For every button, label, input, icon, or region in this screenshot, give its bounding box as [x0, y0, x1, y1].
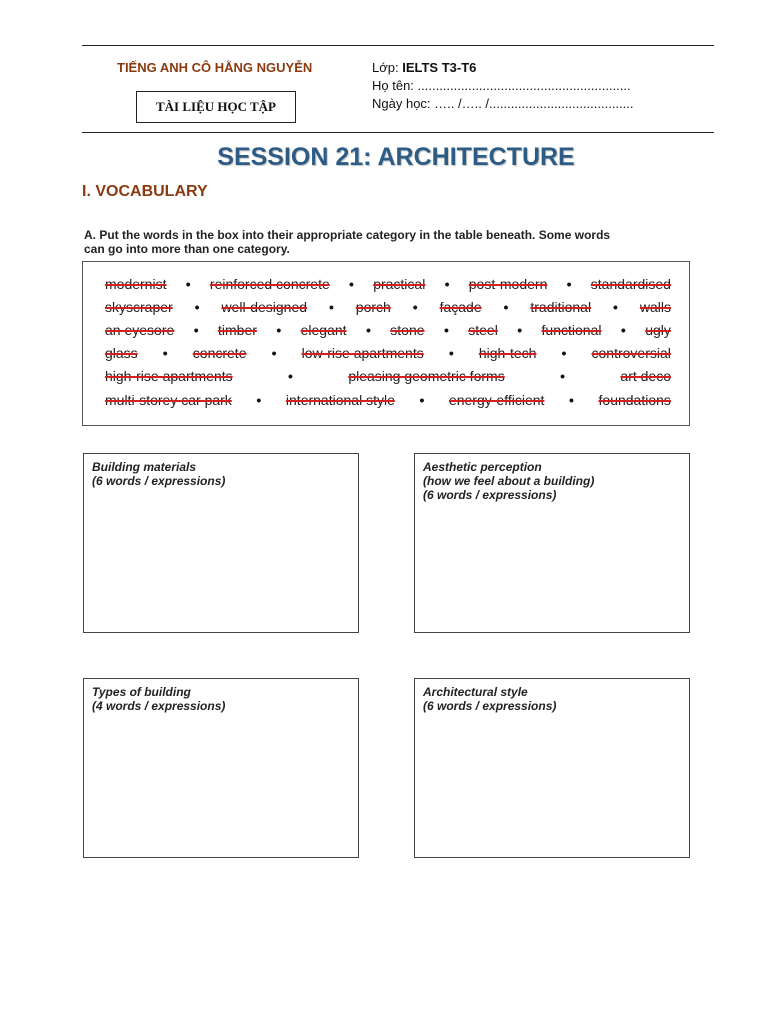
- word-separator: •: [560, 368, 566, 384]
- word-separator: •: [194, 299, 200, 315]
- vocab-word: ugly: [645, 322, 671, 338]
- vocab-word: timber: [218, 322, 257, 338]
- instruction: [84, 228, 699, 256]
- vocab-word: foundations: [598, 392, 671, 408]
- word-separator: •: [566, 276, 572, 292]
- category-box-types-of-building: [83, 678, 359, 858]
- word-separator: •: [365, 322, 371, 338]
- word-line: [105, 368, 671, 384]
- top-rule: [82, 45, 714, 46]
- word-line: [105, 392, 671, 408]
- vocab-word: walls: [639, 299, 671, 315]
- vocab-word: pleasing geometric forms: [348, 368, 505, 384]
- word-line: [105, 322, 671, 338]
- vocab-word: concrete: [192, 345, 247, 361]
- document-label: TÀI LIỆU HỌC TẬP: [155, 99, 277, 114]
- word-separator: •: [569, 392, 574, 408]
- word-box: [82, 261, 690, 426]
- vocab-word: an eyesore: [105, 322, 175, 338]
- section-heading: I. VOCABULARY: [82, 183, 208, 200]
- document-label-box: [136, 91, 296, 123]
- word-separator: •: [443, 322, 449, 338]
- category-subtitle: (4 words / expressions): [92, 699, 226, 713]
- vocab-word: façade: [439, 299, 482, 315]
- school-name: TIẾNG ANH CÔ HẰNG NGUYỄN: [117, 60, 313, 75]
- class-value: IELTS T3-T6: [402, 60, 477, 75]
- header-bottom-rule: [82, 132, 714, 133]
- word-separator: •: [613, 299, 618, 315]
- category-title: Types of building: [92, 685, 191, 699]
- word-separator: •: [620, 322, 626, 338]
- word-separator: •: [271, 345, 277, 361]
- word-separator: •: [328, 299, 334, 315]
- word-line: [105, 299, 671, 315]
- vocab-word: art deco: [620, 368, 671, 384]
- vocab-word: porch: [355, 299, 391, 315]
- vocab-word: multi-storey car park: [105, 392, 232, 408]
- vocab-word: practical: [373, 276, 426, 292]
- vocab-word: low-rise apartments: [301, 345, 424, 361]
- name-line: Họ tên: ...........................................................: [372, 78, 631, 93]
- category-title: Aesthetic perception: [423, 460, 542, 474]
- vocab-word: steel: [468, 322, 498, 338]
- vocab-word: reinforced concrete: [209, 276, 330, 292]
- vocab-word: functional: [541, 322, 602, 338]
- category-title: Architectural style: [423, 685, 528, 699]
- category-box-architectural-style: [414, 678, 690, 858]
- word-separator: •: [193, 322, 199, 338]
- word-separator: •: [448, 345, 454, 361]
- word-separator: •: [412, 299, 418, 315]
- vocab-word: glass: [105, 345, 138, 361]
- word-line: [105, 345, 671, 361]
- vocab-word: international style: [285, 392, 395, 408]
- vocab-word: stone: [390, 322, 425, 338]
- vocab-word: energy-efficient: [448, 392, 545, 408]
- word-separator: •: [185, 276, 191, 292]
- class-line: [372, 60, 476, 75]
- vocab-word: high-tech: [478, 345, 537, 361]
- vocab-word: standardised: [590, 276, 671, 292]
- page-title: SESSION 21: ARCHITECTURE: [217, 143, 575, 171]
- word-separator: •: [419, 392, 425, 408]
- word-separator: •: [162, 345, 168, 361]
- vocab-word: modernist: [105, 276, 167, 292]
- category-subtitle: (6 words / expressions): [423, 488, 557, 502]
- vocab-word: high-rise apartments: [105, 368, 233, 384]
- vocab-word: controversial: [591, 345, 671, 361]
- vocab-word: traditional: [530, 299, 592, 315]
- vocab-word: elegant: [300, 322, 347, 338]
- word-separator: •: [256, 392, 262, 408]
- class-label: Lớp:: [372, 60, 399, 75]
- category-title: Building materials: [92, 460, 197, 474]
- instruction-line: A. Put the words in the box into their appropriate category in the table beneath. Some words: [84, 228, 611, 242]
- category-box-building-materials: [83, 453, 359, 633]
- word-separator: •: [444, 276, 450, 292]
- word-separator: •: [561, 345, 567, 361]
- vocab-word: skyscraper: [105, 299, 173, 315]
- word-line: [105, 276, 671, 292]
- date-line: Ngày học: ….. /….. /........................................: [372, 96, 634, 111]
- category-subtitle: (6 words / expressions): [423, 699, 557, 713]
- word-separator: •: [288, 368, 293, 384]
- vocab-word: post-modern: [468, 276, 548, 292]
- instruction-line: can go into more than one category.: [84, 242, 290, 256]
- category-subtitle: (6 words / expressions): [92, 474, 226, 488]
- word-separator: •: [517, 322, 523, 338]
- category-box-aesthetic-perception: [414, 453, 690, 633]
- word-separator: •: [276, 322, 282, 338]
- word-separator: •: [503, 299, 509, 315]
- vocab-word: well-designed: [221, 299, 308, 315]
- word-separator: •: [349, 276, 354, 292]
- category-subtitle: (how we feel about a building): [423, 474, 595, 488]
